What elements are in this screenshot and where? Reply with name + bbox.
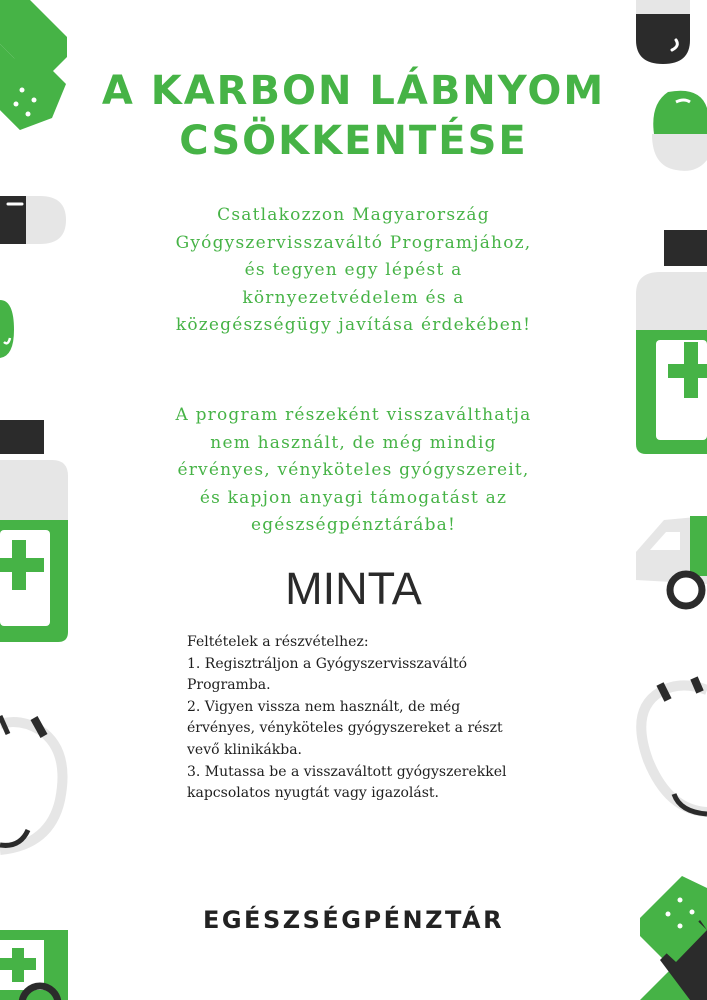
pill-capsule-icon [636, 0, 690, 64]
pill-capsule-icon [652, 91, 707, 171]
sample-watermark: MINTA [285, 563, 422, 614]
bandage-icon [640, 876, 707, 1000]
intro-paragraph-join: Csatlakozzon Magyarország Gyógyszervisszaváltó Programjához, és tegyen egy lépést a környezetvédelem és a közegészségügy javítása érdekében! [175, 205, 532, 336]
conditions-list [187, 632, 522, 805]
condition-item: 2. Vigyen vissza nem használt, de még érvényes, vényköteles gyógyszereket a részt vevő klinikákba. [187, 698, 503, 758]
pill-icon [0, 300, 14, 358]
conditions-heading: Feltételek a részvételhez: [187, 634, 369, 650]
page-title: A KARBON LÁBNYOM CSÖKKENTÉSE [101, 68, 606, 164]
medicine-bottle-icon [0, 420, 68, 642]
stethoscope-icon [641, 678, 707, 814]
ambulance-icon [636, 516, 707, 606]
condition-item: 1. Regisztráljon a Gyógyszervisszaváltó Programba. [187, 655, 468, 694]
first-aid-kit-icon [0, 930, 68, 1000]
pill-capsule-icon [0, 196, 66, 244]
condition-item: 3. Mutassa be a visszaváltott gyógyszerekkel kapcsolatos nyugtát vagy igazolást. [187, 763, 507, 802]
intro-paragraph-benefit: A program részeként visszaválthatja nem használt, de még mindig érvényes, vényköteles gyógyszereit, és kapjon anyagi támogatást az egészségpénztárába! [175, 405, 532, 536]
footer-brand: EGÉSZSÉGPÉNZTÁR [202, 906, 505, 934]
stethoscope-icon [0, 716, 63, 850]
bandage-icon [0, 0, 67, 130]
medicine-bottle-icon [636, 230, 707, 454]
